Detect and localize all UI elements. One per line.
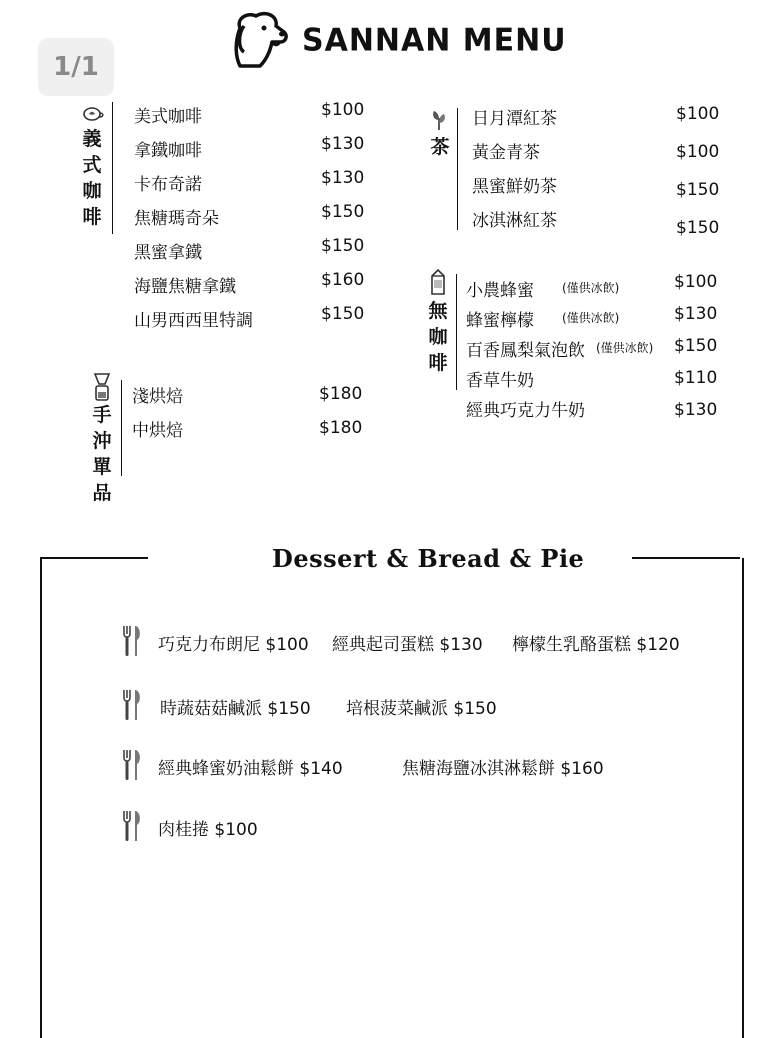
menu-item-price: $150 — [321, 202, 365, 222]
category-label-char: 沖 — [92, 430, 112, 452]
category-label-char: 手 — [92, 404, 112, 426]
menu-item-name: 焦糖瑪奇朵 — [134, 209, 219, 229]
dessert-item: 時蔬菇菇鹹派 $150 — [160, 699, 311, 719]
menu-item-note: (僅供冰飲) — [562, 311, 620, 325]
fork-knife-icon — [121, 688, 143, 722]
menu-item-name: 蜂蜜檸檬 — [466, 311, 534, 331]
menu-item-name: 中烘焙 — [132, 421, 183, 441]
dessert-title: Dessert & Bread & Pie — [272, 544, 585, 573]
divider — [457, 108, 458, 230]
category-label-char: 無 — [428, 300, 448, 322]
menu-header — [226, 8, 567, 72]
menu-item-price: $130 — [321, 168, 365, 188]
category-label-char: 啡 — [428, 352, 448, 374]
menu-item-name: 香草牛奶 — [466, 371, 534, 391]
menu-item-name: 冰淇淋紅茶 — [472, 211, 557, 231]
dessert-item: 巧克力布朗尼 $100 — [158, 635, 309, 655]
menu-item-price: $160 — [321, 270, 365, 290]
menu-item-name: 百香鳳梨氣泡飲 — [466, 341, 585, 361]
divider — [40, 557, 148, 559]
menu-item-price: $130 — [674, 400, 718, 420]
menu-item-note: (僅供冰飲) — [596, 341, 654, 355]
menu-item-price: $150 — [674, 336, 718, 356]
category-label-char: 啡 — [82, 206, 102, 228]
menu-item-name: 拿鐵咖啡 — [134, 141, 202, 161]
menu-item-price: $150 — [676, 180, 720, 200]
menu-item-name: 美式咖啡 — [134, 107, 202, 127]
menu-title: SANNAN MENU — [302, 21, 567, 59]
dessert-item: 檸檬生乳酪蛋糕 $120 — [512, 635, 680, 655]
pour-over-icon — [92, 372, 112, 402]
category-label-char: 品 — [92, 482, 112, 504]
divider — [121, 380, 122, 476]
category-label-char: 式 — [82, 154, 102, 176]
dessert-item: 培根菠菜鹹派 $150 — [346, 699, 497, 719]
category-label-tea — [428, 134, 452, 160]
fork-knife-icon — [121, 624, 143, 658]
menu-item-name: 黑蜜鮮奶茶 — [472, 177, 557, 197]
menu-item-name: 淺烘焙 — [132, 387, 183, 407]
divider — [456, 274, 457, 390]
menu-item-price: $100 — [676, 104, 720, 124]
milk-carton-icon — [428, 268, 448, 296]
menu-item-price: $150 — [676, 218, 720, 238]
tea-leaf-icon — [430, 108, 448, 132]
category-label-pourover — [90, 402, 114, 506]
menu-item-price: $130 — [321, 134, 365, 154]
menu-item-price: $100 — [321, 100, 365, 120]
dessert-item: 經典起司蛋糕 $130 — [332, 635, 483, 655]
menu-item-name: 日月潭紅茶 — [472, 109, 557, 129]
dessert-item: 經典蜂蜜奶油鬆餅 $140 — [158, 759, 343, 779]
menu-item-name: 山男西西里特調 — [134, 311, 253, 331]
category-label-char: 茶 — [430, 136, 450, 158]
menu-item-name: 黃金青茶 — [472, 143, 540, 163]
dessert-item: 焦糖海鹽冰淇淋鬆餅 $160 — [402, 759, 604, 779]
menu-item-name: 海鹽焦糖拿鐵 — [134, 277, 236, 297]
category-label-char: 義 — [82, 128, 102, 150]
menu-item-note: (僅供冰飲) — [562, 281, 620, 295]
fork-knife-icon — [121, 748, 143, 782]
category-label-char: 咖 — [82, 180, 102, 202]
menu-item-price: $180 — [319, 384, 363, 404]
menu-item-price: $130 — [674, 304, 718, 324]
menu-item-name: 卡布奇諾 — [134, 175, 202, 195]
latte-cup-icon — [82, 104, 104, 124]
category-label-non-coffee — [426, 298, 450, 376]
menu-item-name: 經典巧克力牛奶 — [466, 401, 585, 421]
divider — [632, 557, 740, 559]
menu-item-price: $150 — [321, 304, 365, 324]
menu-item-price: $180 — [319, 418, 363, 438]
dog-icon — [226, 8, 290, 72]
fork-knife-icon — [121, 809, 143, 843]
menu-item-price: $110 — [674, 368, 718, 388]
menu-item-price: $150 — [321, 236, 365, 256]
category-label-espresso — [80, 126, 104, 230]
menu-item-price: $100 — [674, 272, 718, 292]
category-label-char: 咖 — [428, 326, 448, 348]
dessert-item: 肉桂捲 $100 — [158, 820, 258, 840]
menu-item-name: 小農蜂蜜 — [466, 281, 534, 301]
page-indicator: 1/1 — [38, 38, 114, 96]
category-label-char: 單 — [92, 456, 112, 478]
divider — [112, 102, 113, 234]
menu-item-price: $100 — [676, 142, 720, 162]
menu-item-name: 黑蜜拿鐵 — [134, 243, 202, 263]
